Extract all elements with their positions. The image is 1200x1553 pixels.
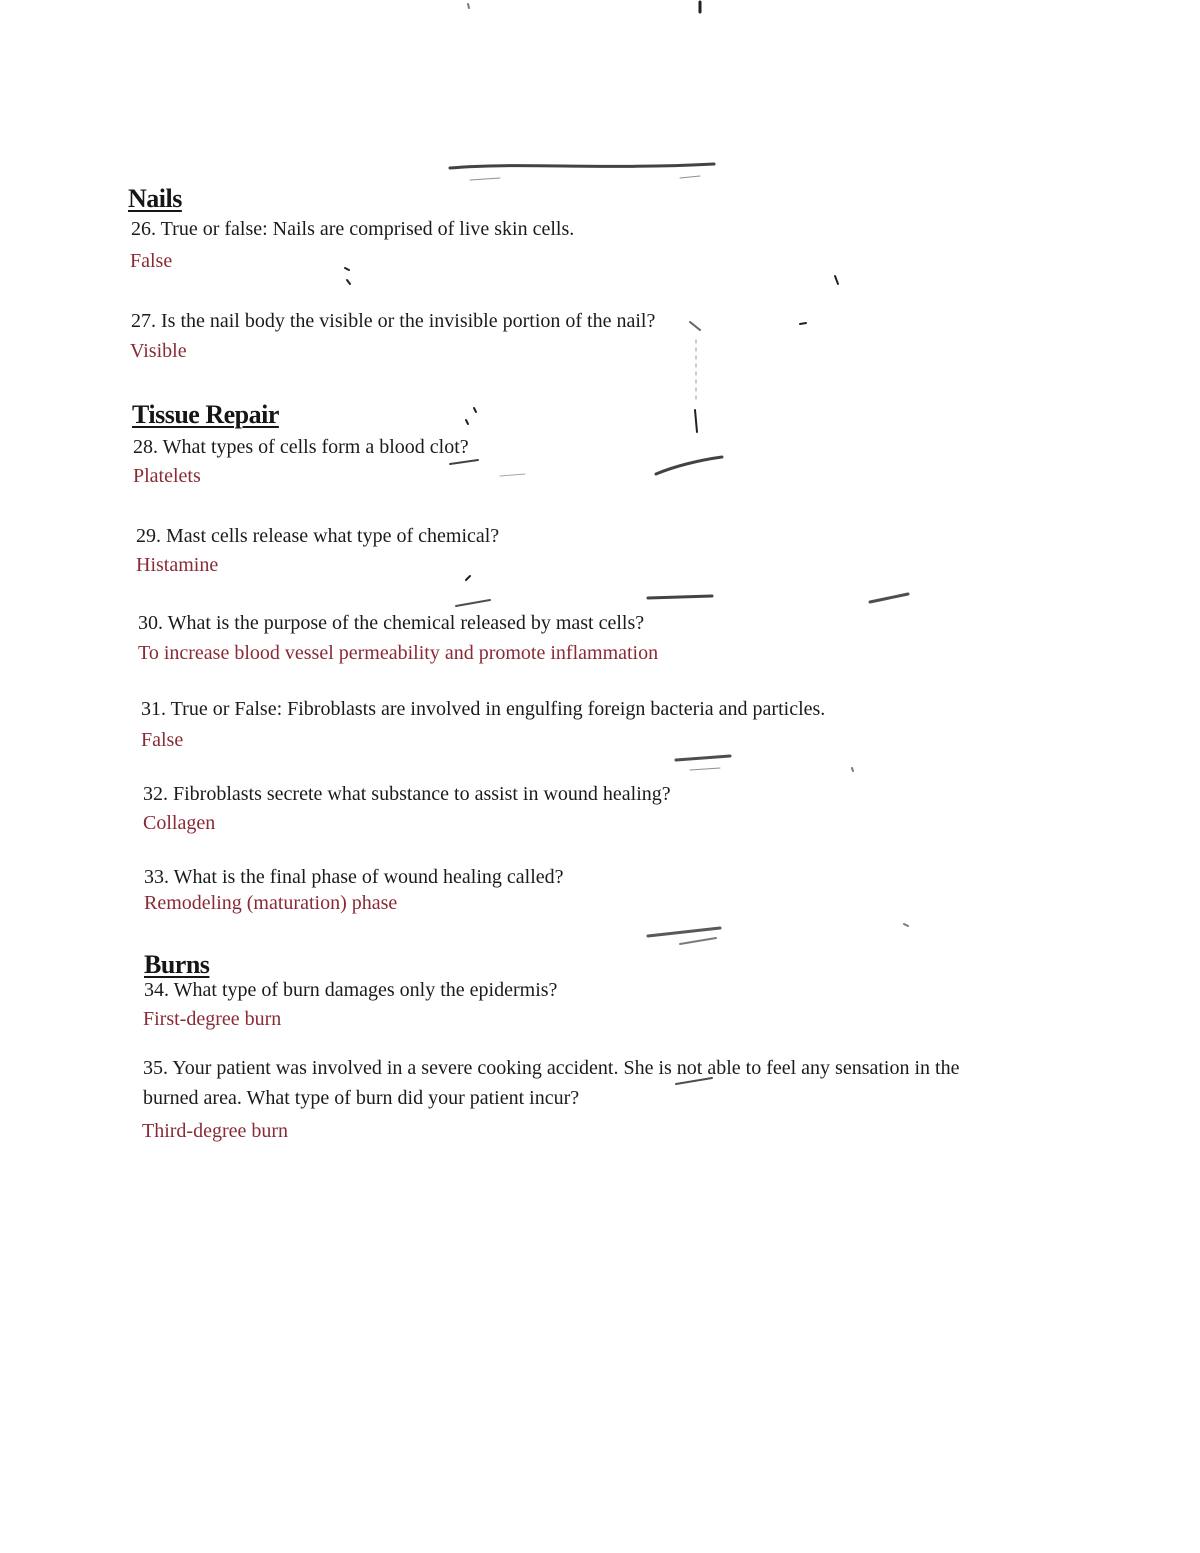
answer-31: False xyxy=(141,729,184,751)
question-29: 29. Mast cells release what type of chemical? xyxy=(136,525,500,547)
question-27: 27. Is the nail body the visible or the invisible portion of the nail? xyxy=(131,310,656,332)
question-30: 30. What is the purpose of the chemical released by mast cells? xyxy=(138,612,645,634)
answer-26: False xyxy=(130,250,173,272)
question-31: 31. True or False: Fibroblasts are involved in engulfing foreign bacteria and particles. xyxy=(141,698,826,720)
answer-33: Remodeling (maturation) phase xyxy=(144,892,398,914)
answer-29: Histamine xyxy=(136,554,219,576)
question-26: 26. True or false: Nails are comprised of live skin cells. xyxy=(131,218,575,240)
section-heading-tissue-repair: Tissue Repair xyxy=(132,400,279,429)
answer-27: Visible xyxy=(130,340,187,362)
question-33: 33. What is the final phase of wound healing called? xyxy=(144,866,564,888)
answer-30: To increase blood vessel permeability and promote inflammation xyxy=(138,642,659,664)
section-heading-nails: Nails xyxy=(128,184,182,213)
answer-28: Platelets xyxy=(133,465,201,487)
answer-34: First-degree burn xyxy=(143,1008,282,1030)
question-34: 34. What type of burn damages only the epidermis? xyxy=(144,979,558,1001)
question-35: 35. Your patient was involved in a severe cooking accident. She is not able to feel any sensation in the burned area. What type of burn did your patient incur? xyxy=(143,1057,960,1109)
question-32: 32. Fibroblasts secrete what substance to assist in wound healing? xyxy=(143,783,671,805)
answer-35: Third-degree burn xyxy=(142,1120,289,1142)
question-28: 28. What types of cells form a blood clot? xyxy=(133,436,469,458)
section-heading-burns: Burns xyxy=(144,950,210,979)
answer-32: Collagen xyxy=(143,812,216,834)
